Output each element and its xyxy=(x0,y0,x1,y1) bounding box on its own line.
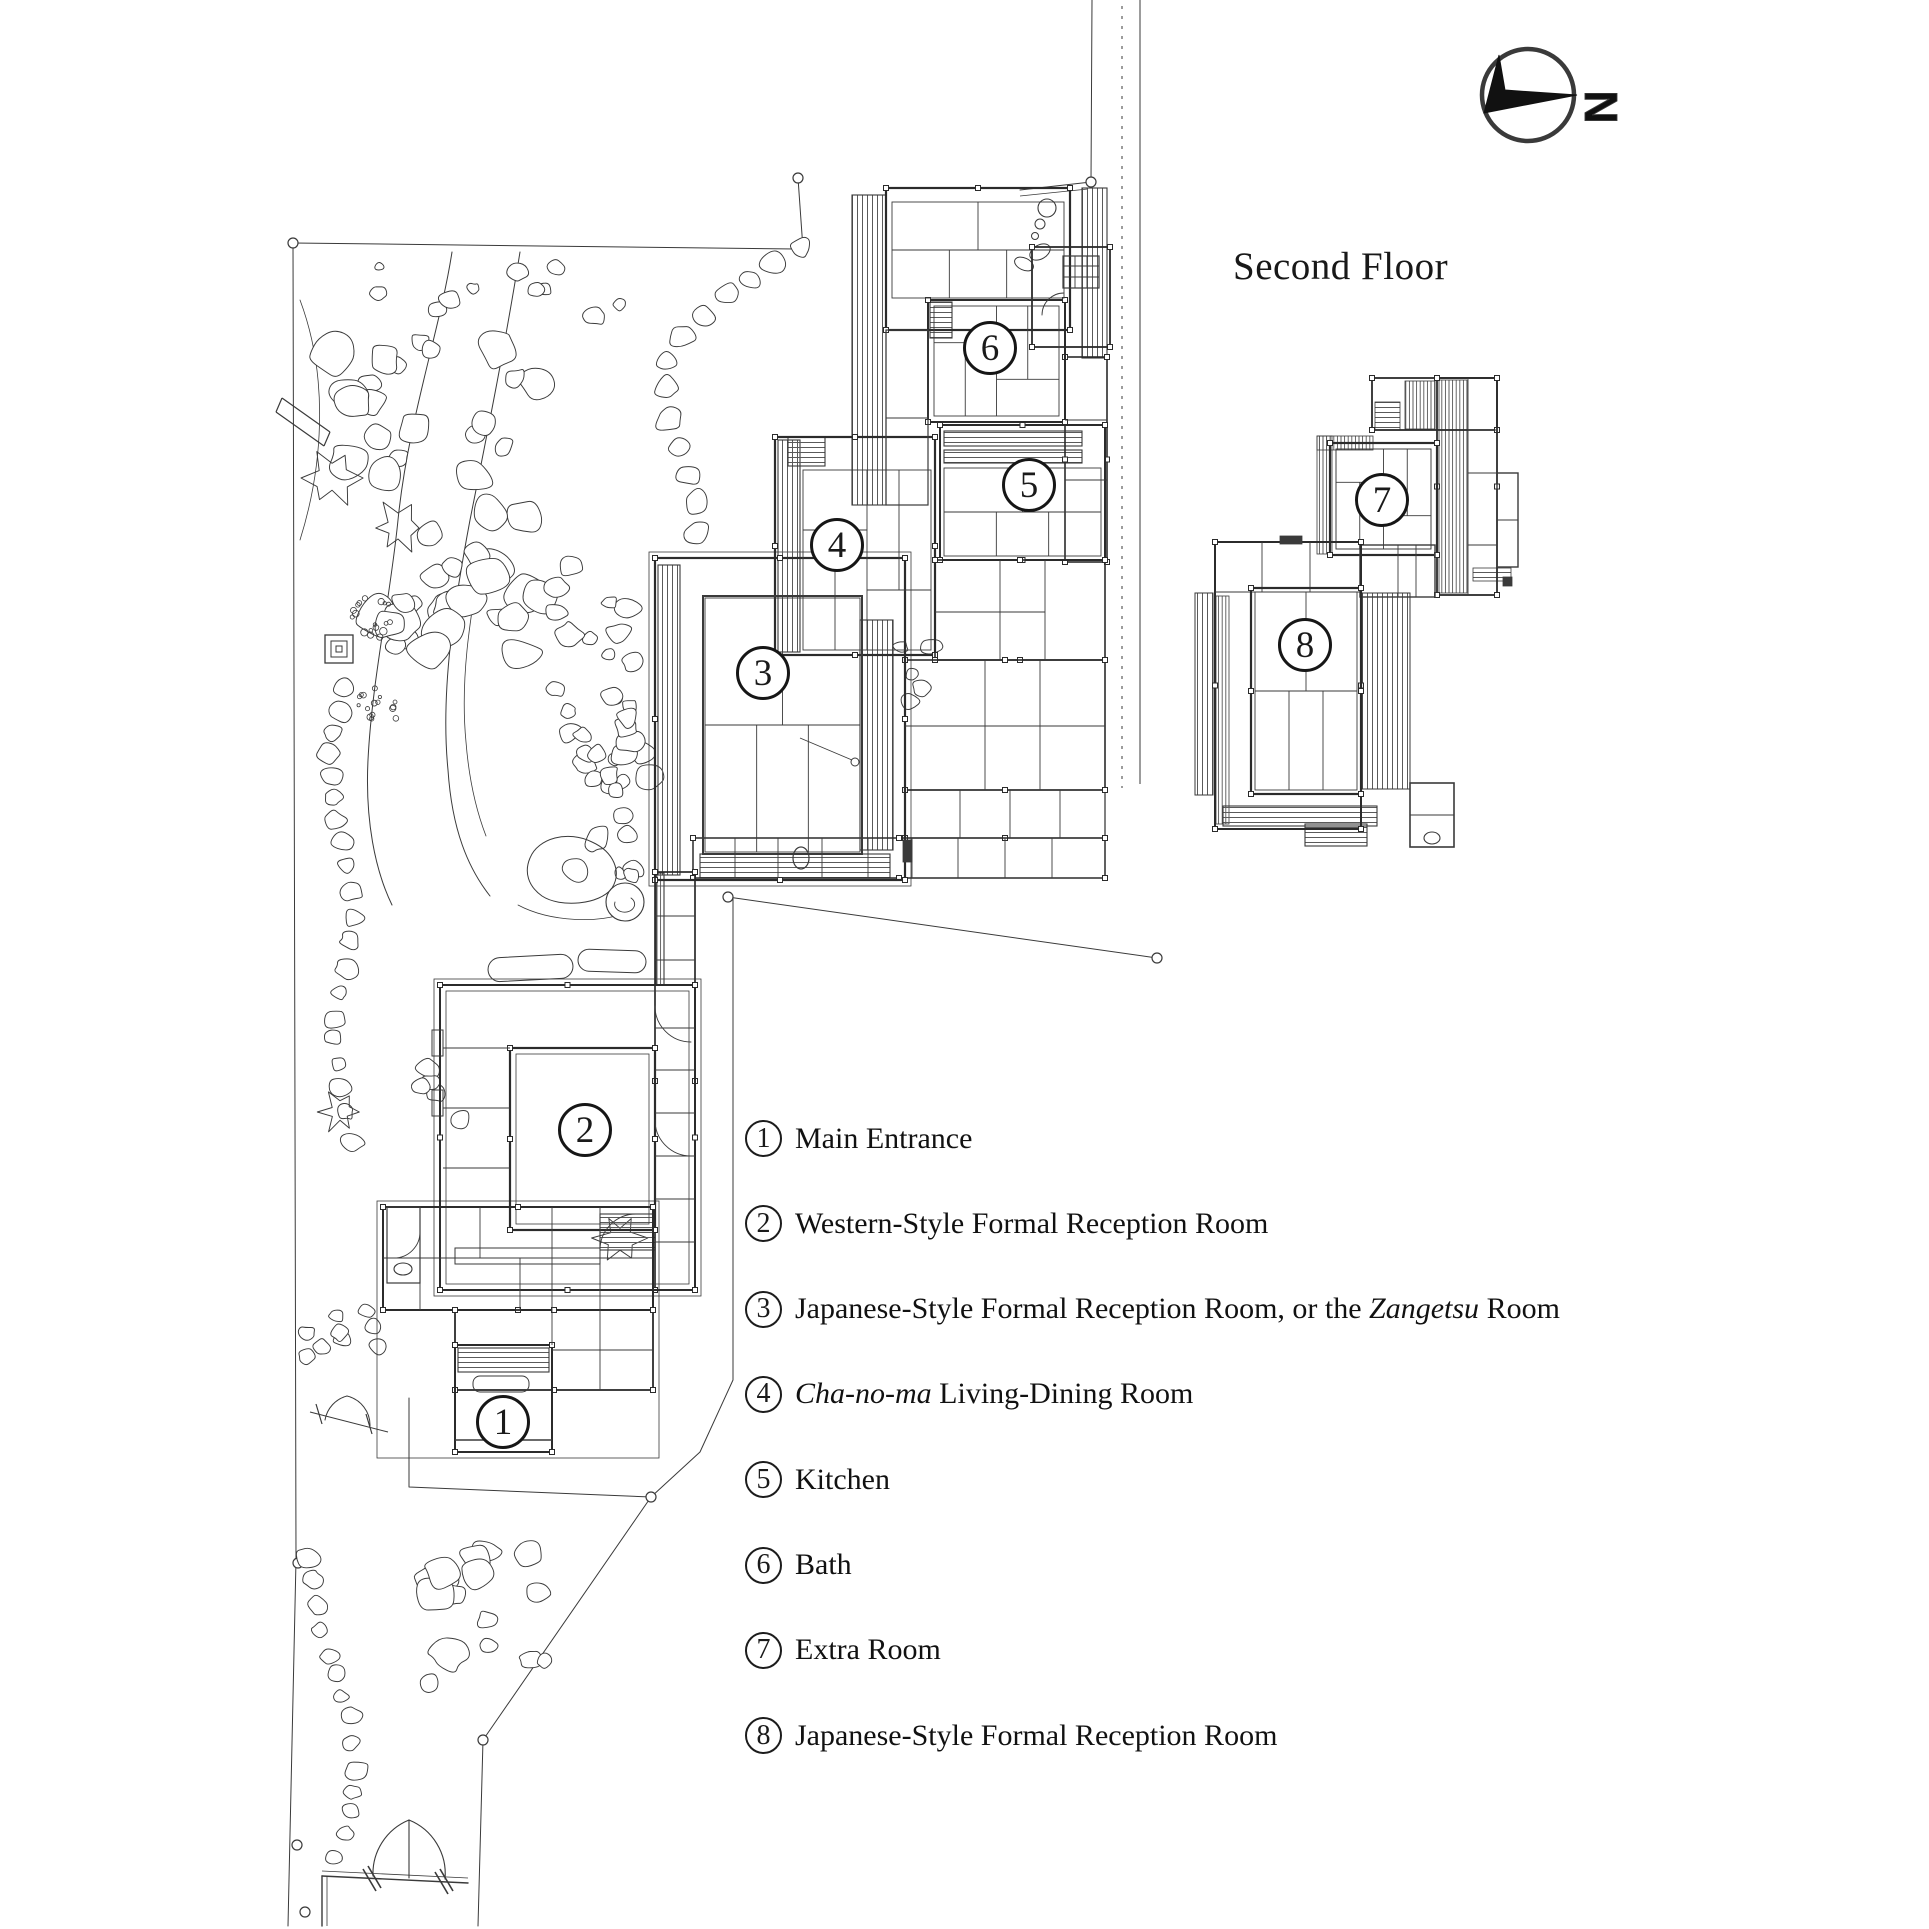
room-marker-3: 3 xyxy=(736,646,790,700)
compass-rose xyxy=(1482,49,1627,141)
room-marker-8: 8 xyxy=(1278,618,1332,672)
second-floor-title: Second Floor xyxy=(1233,245,1449,288)
second-floor-plan xyxy=(1195,376,1518,848)
legend-number-circle: 5 xyxy=(745,1461,782,1498)
room-marker-6: 6 xyxy=(963,321,1017,375)
legend-label: Kitchen xyxy=(795,1462,890,1496)
room-marker-5: 5 xyxy=(1002,458,1056,512)
legend-label: Japanese-Style Formal Reception Room, or the Zangetsu Room xyxy=(795,1292,1560,1326)
room-marker-7: 7 xyxy=(1355,473,1409,527)
legend-number-circle: 7 xyxy=(745,1632,782,1669)
legend-number-circle: 6 xyxy=(745,1547,782,1584)
compass-north-label: N xyxy=(1575,90,1627,124)
legend-label: Cha-no-ma Living-Dining Room xyxy=(795,1377,1194,1411)
first-floor-plan xyxy=(377,186,1113,1459)
legend-label: Japanese-Style Formal Reception Room xyxy=(795,1718,1278,1752)
stone-lantern xyxy=(325,635,353,663)
room-marker-4: 4 xyxy=(810,518,864,572)
main-gate xyxy=(363,1820,453,1894)
room-marker-1: 1 xyxy=(476,1395,530,1449)
legend-number-circle: 8 xyxy=(745,1717,782,1754)
legend-label: Main Entrance xyxy=(795,1121,973,1155)
legend-number-circle: 2 xyxy=(745,1205,782,1242)
garden-gate xyxy=(310,1396,388,1434)
room-marker-2: 2 xyxy=(558,1103,612,1157)
legend-number-circle: 3 xyxy=(745,1291,782,1328)
legend-label: Western-Style Formal Reception Room xyxy=(795,1206,1269,1240)
legend-number-circle: 4 xyxy=(745,1376,782,1413)
legend-label: Extra Room xyxy=(795,1633,941,1667)
legend-number-circle: 1 xyxy=(745,1120,782,1157)
legend-label: Bath xyxy=(795,1548,852,1581)
